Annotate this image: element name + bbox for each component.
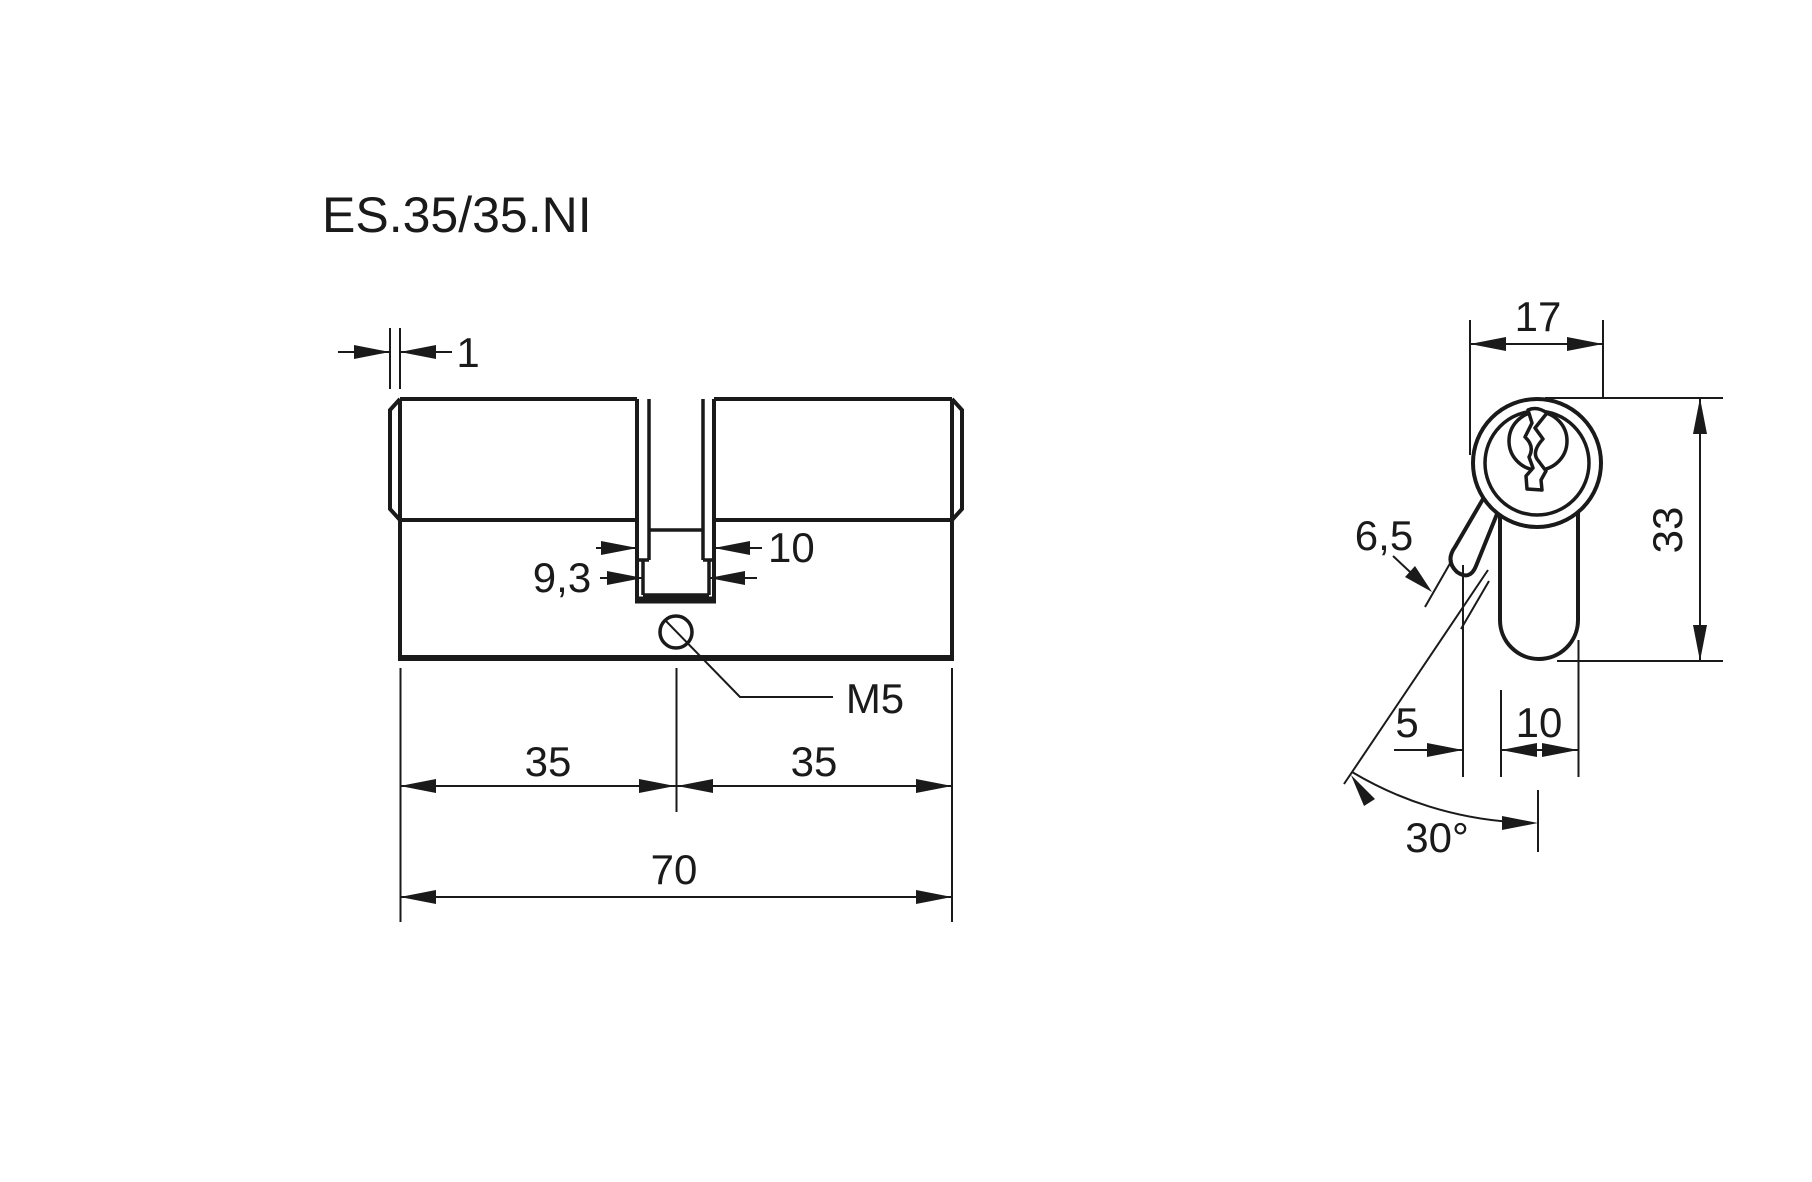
- dim-35-right-label: 35: [790, 738, 838, 785]
- angle-arc-arrow-left: [1351, 775, 1375, 806]
- dim-35-arrow-far-left: [400, 779, 436, 793]
- barrel-end-edges: [400, 399, 952, 520]
- dim-17-arrow-right: [1567, 337, 1603, 351]
- dim-35-left-label: 35: [524, 738, 572, 785]
- end-view: [1344, 293, 1723, 861]
- cam-slot-inner-walls: [649, 399, 703, 560]
- dim-70-arrow-right: [916, 890, 952, 904]
- dim-1-extension-lines: [390, 328, 400, 389]
- cam-angle-line: [1344, 570, 1488, 784]
- dim-35-arrow-center-left: [639, 779, 675, 793]
- dim-1-arrow-right: [400, 345, 436, 359]
- dim-33-extension-lines: [1545, 398, 1723, 661]
- dim-35-arrow-center-right: [677, 779, 713, 793]
- m5-label: M5: [845, 675, 905, 722]
- cam-lower-step: [643, 560, 709, 595]
- dim-10-arrow-left: [601, 541, 637, 555]
- side-view: [338, 328, 962, 922]
- dim-17-label: 17: [1514, 293, 1562, 340]
- dim-1-label: 1: [456, 329, 480, 376]
- dim-35-arrow-far-right: [916, 779, 952, 793]
- drawing-title: ES.35/35.NI: [322, 187, 592, 243]
- dim-30deg-label: 30°: [1405, 814, 1469, 861]
- dim-10-arrow-right: [714, 541, 750, 555]
- dim-33-label: 33: [1644, 506, 1691, 554]
- dim-5-label: 5: [1395, 699, 1419, 746]
- dim-5-arrow: [1427, 743, 1463, 757]
- dim-65-label: 6,5: [1354, 512, 1414, 559]
- dim-93-label: 9,3: [532, 554, 592, 601]
- dim-10-profile-label: 10: [1515, 699, 1563, 746]
- dim-10-label: 10: [768, 524, 815, 571]
- dim-33-arrow-bottom: [1693, 625, 1707, 661]
- keyway-profile: [1525, 409, 1547, 490]
- body-side-edges: [400, 520, 952, 658]
- dim-70-label: 70: [650, 846, 698, 893]
- profile-body: [1500, 512, 1578, 659]
- dim-1-arrow-left: [354, 345, 390, 359]
- dim-70-arrow-left: [400, 890, 436, 904]
- cam-lug: [1450, 499, 1497, 575]
- dim-33-arrow-top: [1693, 398, 1707, 434]
- angle-arc-arrow-right: [1502, 816, 1538, 830]
- dim-17-arrow-left: [1470, 337, 1506, 351]
